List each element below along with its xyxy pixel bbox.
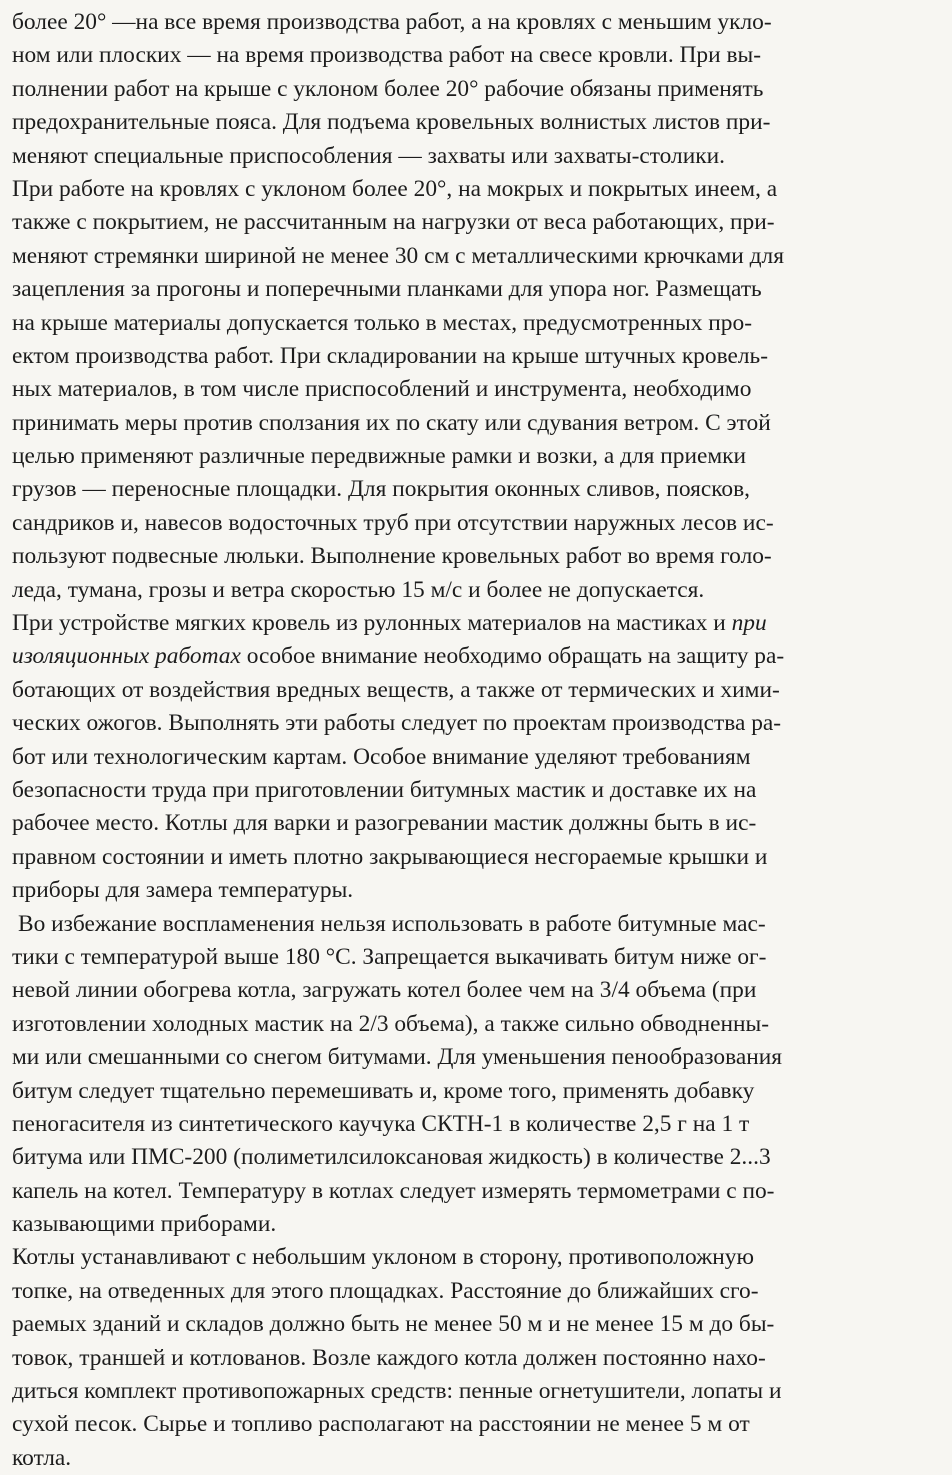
text-line: приборы для замера температуры. (12, 877, 354, 904)
text-line: сандриков и, навесов водосточных труб при отсутствии наружных лесов ис- (12, 509, 774, 536)
text-line: правном состоянии и иметь плотно закрывающиеся несгораемые крышки и (12, 843, 768, 870)
text-line: пользуют подвесные люльки. Выполнение кровельных работ во время голо- (12, 543, 772, 570)
text-line: ческих ожогов. Выполнять эти работы следует по проектам производства ра- (12, 710, 782, 737)
text-line: зацепления за прогоны и поперечными планками для упора ног. Размещать (12, 276, 762, 303)
text-line: предохранительные пояса. Для подъема кровельных волнистых листов при- (12, 109, 771, 136)
text-line: казывающими приборами. (12, 1211, 277, 1238)
text-run: особое внимание необходимо обращать на защиту ра- (240, 643, 785, 670)
paragraph-5 (12, 1241, 934, 1475)
text-line (12, 607, 934, 640)
text-line: битум следует тщательно перемешивать и, кроме того, применять добавку (12, 1077, 755, 1104)
text-line: грузов — переносные площадки. Для покрытия оконных сливов, поясков, (12, 476, 750, 503)
text-line: капель на котел. Температуру в котлах следует измерять термометрами с по- (12, 1177, 775, 1204)
text-line: ботающих от воздействия вредных веществ, а также от термических и хими- (12, 676, 780, 703)
text-line: При работе на кровлях с уклоном более 20°, на мокрых и покрытых инеем, а (12, 175, 778, 202)
paragraph-4 (12, 908, 934, 1242)
paragraph-1 (12, 6, 934, 173)
text-line: рабочее место. Котлы для варки и разогревании мастик должны быть в ис- (12, 810, 757, 837)
text-line: безопасности труда при приготовлении битумных мастик и доставке их на (12, 776, 757, 803)
text-line: более 20° —на все время производства работ, а на кровлях с меньшим укло- (12, 9, 772, 35)
text-line: пеногасителя из синтетического каучука СКТН-1 в количестве 2,5 г на 1 т (12, 1110, 750, 1137)
text-line: бот или технологическим картам. Особое внимание уделяют требованиям (12, 743, 751, 770)
text-line: тики с температурой выше 180 °С. Запрещается выкачивать битум ниже ог- (12, 943, 767, 970)
text-line: товок, траншей и котлованов. Возле каждого котла должен постоянно нахо- (12, 1344, 766, 1371)
text-line: раемых зданий и складов должно быть не менее 50 м и не менее 15 м до бы- (12, 1311, 775, 1338)
text-line: принимать меры против сползания их по скату или сдувания ветром. С этой (12, 409, 771, 436)
italic-text: при (731, 610, 767, 637)
text-line: ектом производства работ. При складировании на крыше штучных кровель- (12, 342, 768, 369)
text-line: на крыше материалы допускается только в местах, предусмотренных про- (12, 309, 752, 336)
text-line: невой линии обогрева котла, загружать котел более чем на 3/4 объема (при (12, 977, 757, 1004)
text-run: При устройстве мягких кровель из рулонных материалов на мастиках и (12, 610, 732, 637)
text-line: ном или плоских — на время производства работ на свесе кровли. При вы- (12, 42, 762, 69)
text-line: топке, на отведенных для этого площадках. Расстояние до ближайших сго- (12, 1277, 759, 1304)
italic-text: изоляционных работах (12, 643, 241, 670)
text-line (12, 640, 934, 673)
text-line: сухой песок. Сырье и топливо располагают на расстоянии не менее 5 м от (12, 1411, 750, 1438)
text-line: битума или ПМС-200 (полиметилсилоксановая жидкость) в количестве 2...3 (12, 1144, 771, 1171)
text-line: Во избежание воспламенения нельзя использовать в работе битумные мас- (18, 910, 766, 937)
text-line: меняют специальные приспособления — захваты или захваты-столики. (12, 142, 725, 169)
paragraph-3 (12, 607, 934, 908)
text-line: ных материалов, в том числе приспособлений и инструмента, необходимо (12, 376, 752, 403)
text-line: изготовлении холодных мастик на 2/3 объема), а также сильно обводненны- (12, 1010, 770, 1037)
text-line: целью применяют различные передвижные рамки и возки, а для приемки (12, 443, 747, 470)
text-line: также с покрытием, не рассчитанным на нагрузки от веса работающих, при- (12, 209, 775, 236)
paragraph-2 (12, 173, 934, 607)
text-line: Котлы устанавливают с небольшим уклоном в сторону, противоположную (12, 1244, 754, 1271)
text-line: котла. (12, 1444, 72, 1471)
text-line: ми или смешанными со снегом битумами. Для уменьшения пенообразования (12, 1044, 782, 1071)
text-line: полнении работ на крыше с уклоном более 20° рабочие обязаны применять (12, 75, 764, 102)
text-line: меняют стремянки шириной не менее 30 см с металлическими крючками для (12, 242, 784, 269)
text-line: леда, тумана, грозы и ветра скоростью 15 м/с и более не допускается. (12, 576, 705, 603)
text-line: диться комплект противопожарных средств: пенные огнетушители, лопаты и (12, 1378, 782, 1405)
